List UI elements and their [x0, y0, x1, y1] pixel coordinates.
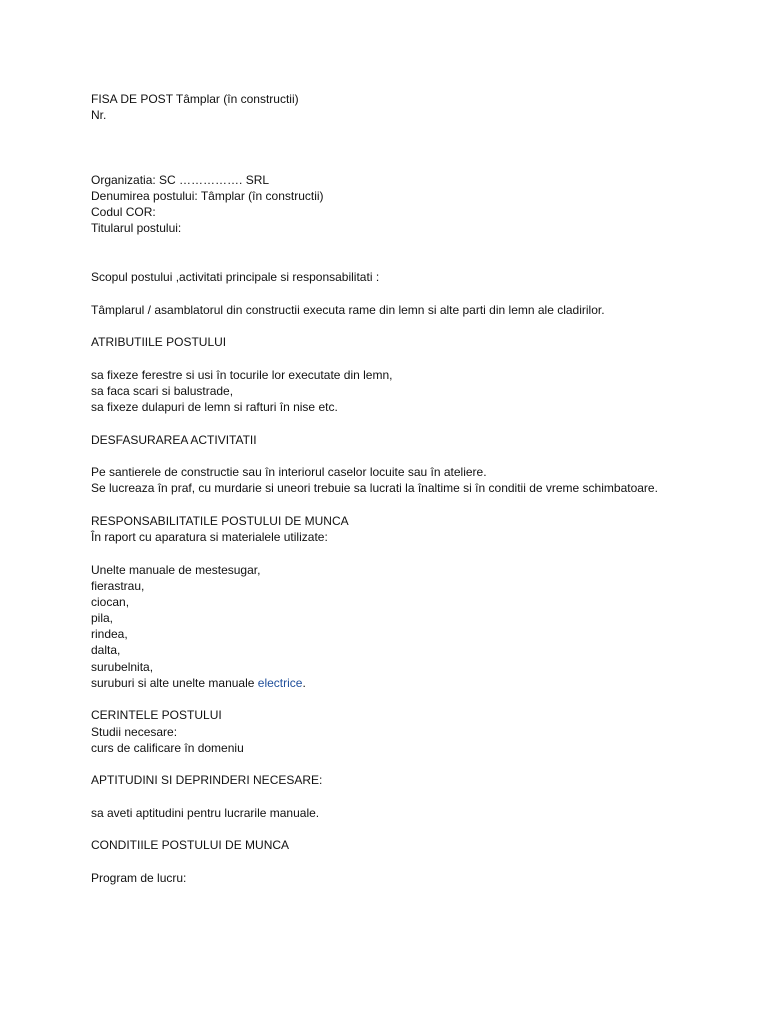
- tool-item: dalta,: [91, 643, 121, 657]
- responsibilities-heading: RESPONSABILITATILE POSTULUI DE MUNCA: [91, 514, 349, 528]
- work-program-line: Program de lucru:: [91, 871, 187, 885]
- job-name-line: Denumirea postului: Tâmplar (în constructii): [91, 189, 324, 203]
- purpose-text: Tâmplarul / asamblatorul din constructii executa rame din lemn si alte parti din lemn ale cladirilor.: [91, 303, 605, 317]
- organization-line: Organizatia: SC ……………. SRL: [91, 173, 270, 187]
- tool-item: ciocan,: [91, 595, 130, 609]
- document-number: Nr.: [91, 108, 107, 122]
- responsibilities-intro: În raport cu aparatura si materialele utilizate:: [91, 530, 328, 544]
- activity-heading: DESFASURAREA ACTIVITATII: [91, 433, 257, 447]
- document-title: FISA DE POST Tâmplar (în constructii): [91, 92, 299, 106]
- duty-item: sa fixeze dulapuri de lemn si rafturi în nise etc.: [91, 400, 338, 414]
- purpose-heading: Scopul postului ,activitati principale si responsabilitati :: [91, 270, 380, 284]
- duty-item: sa fixeze ferestre si usi în tocurile lor executate din lemn,: [91, 368, 393, 382]
- course-line: curs de calificare în domeniu: [91, 741, 244, 755]
- skills-heading: APTITUDINI SI DEPRINDERI NECESARE:: [91, 773, 323, 787]
- activity-line: Se lucreaza în praf, cu murdarie si uneori trebuie sa lucrati la înaltime si în conditii de vreme schimbatoare.: [91, 481, 658, 495]
- job-holder-line: Titularul postului:: [91, 221, 182, 235]
- studies-line: Studii necesare:: [91, 725, 178, 739]
- electrice-link[interactable]: electrice: [257, 676, 303, 690]
- tool-item: surubelnita,: [91, 660, 154, 674]
- requirements-heading: CERINTELE POSTULUI: [91, 708, 222, 722]
- skills-text: sa aveti aptitudini pentru lucrarile manuale.: [91, 806, 320, 820]
- tool-item: pila,: [91, 611, 114, 625]
- duty-item: sa faca scari si balustrade,: [91, 384, 234, 398]
- tools-intro: Unelte manuale de mestesugar,: [91, 563, 261, 577]
- cor-code-line: Codul COR:: [91, 205, 156, 219]
- duties-heading: ATRIBUTIILE POSTULUI: [91, 335, 227, 349]
- tool-item: fierastrau,: [91, 579, 145, 593]
- activity-line: Pe santierele de constructie sau în interiorul caselor locuite sau în ateliere.: [91, 465, 487, 479]
- tool-item-last-prefix: suruburi si alte unelte manuale: [91, 676, 258, 690]
- tool-item: rindea,: [91, 627, 128, 641]
- tool-item-last: [91, 675, 306, 691]
- tool-item-last-suffix: .: [302, 676, 306, 690]
- work-conditions-heading: CONDITIILE POSTULUI DE MUNCA: [91, 838, 290, 852]
